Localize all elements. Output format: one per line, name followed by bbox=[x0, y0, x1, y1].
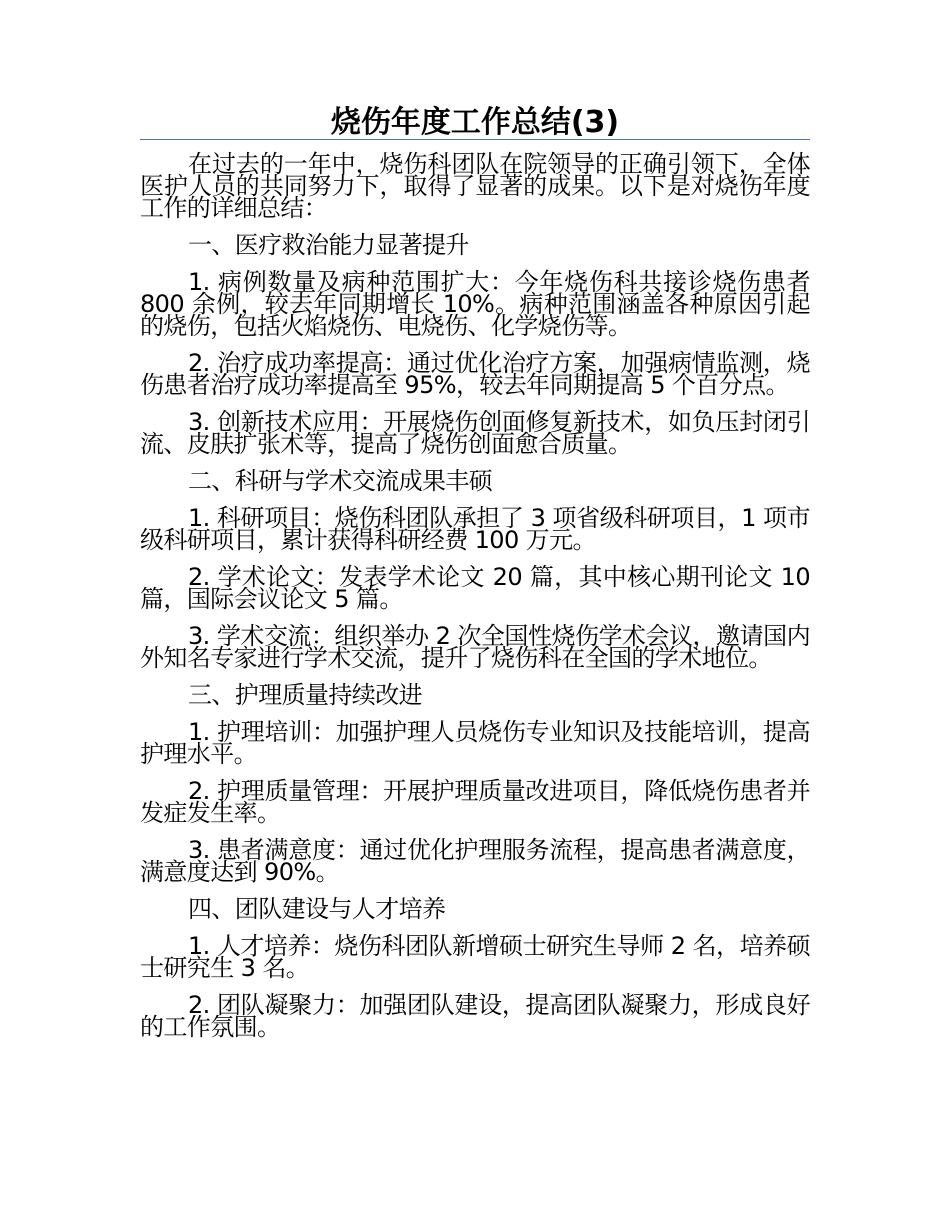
research-item-1: 1. 科研项目：烧伤科团队承担了 3 项省级科研项目，1 项市级科研项目，累计获得科研经费 100 万元。 bbox=[140, 504, 810, 554]
section-heading-team: 四、团队建设与人才培养 bbox=[188, 895, 446, 923]
nursing-item-3: 3. 患者满意度：通过优化护理服务流程，提高患者满意度，满意度达到 90%。 bbox=[140, 836, 810, 886]
section-heading-research: 二、科研与学术交流成果丰硕 bbox=[188, 467, 493, 495]
nursing-item-1: 1. 护理培训：加强护理人员烧伤专业知识及技能培训，提高护理水平。 bbox=[140, 718, 810, 768]
medical-item-3: 3. 创新技术应用：开展烧伤创面修复新技术，如负压封闭引流、皮肤扩张术等，提高了烧伤创面愈合质量。 bbox=[140, 408, 810, 458]
medical-item-1: 1. 病例数量及病种范围扩大：今年烧伤科共接诊烧伤患者 800 余例，较去年同期增长 10%。病种范围涵盖各种原因引起的烧伤，包括火焰烧伤、电烧伤、化学烧伤等。 bbox=[140, 268, 810, 340]
research-item-2: 2. 学术论文：发表学术论文 20 篇，其中核心期刊论文 10 篇，国际会议论文 5 篇。 bbox=[140, 563, 810, 613]
intro-paragraph: 在过去的一年中，烧伤科团队在院领导的正确引领下，全体医护人员的共同努力下，取得了显著的成果。以下是对烧伤年度工作的详细总结： bbox=[140, 150, 810, 222]
nursing-item-2: 2. 护理质量管理：开展护理质量改进项目，降低烧伤患者并发症发生率。 bbox=[140, 777, 810, 827]
page-title: 烧伤年度工作总结(3) bbox=[330, 105, 620, 140]
research-item-3: 3. 学术交流：组织举办 2 次全国性烧伤学术会议，邀请国内外知名专家进行学术交流，提升了烧伤科在全国的学术地位。 bbox=[140, 622, 810, 672]
title-underline bbox=[140, 139, 810, 140]
section-heading-medical: 一、医疗救治能力显著提升 bbox=[188, 231, 469, 259]
medical-item-2: 2. 治疗成功率提高：通过优化治疗方案，加强病情监测，烧伤患者治疗成功率提高至 95%，较去年同期提高 5 个百分点。 bbox=[140, 349, 810, 399]
team-item-1: 1. 人才培养：烧伤科团队新增硕士研究生导师 2 名，培养硕士研究生 3 名。 bbox=[140, 932, 810, 982]
team-item-2: 2. 团队凝聚力：加强团队建设，提高团队凝聚力，形成良好的工作氛围。 bbox=[140, 991, 810, 1041]
section-heading-nursing: 三、护理质量持续改进 bbox=[188, 681, 422, 709]
document-body bbox=[140, 150, 810, 1053]
